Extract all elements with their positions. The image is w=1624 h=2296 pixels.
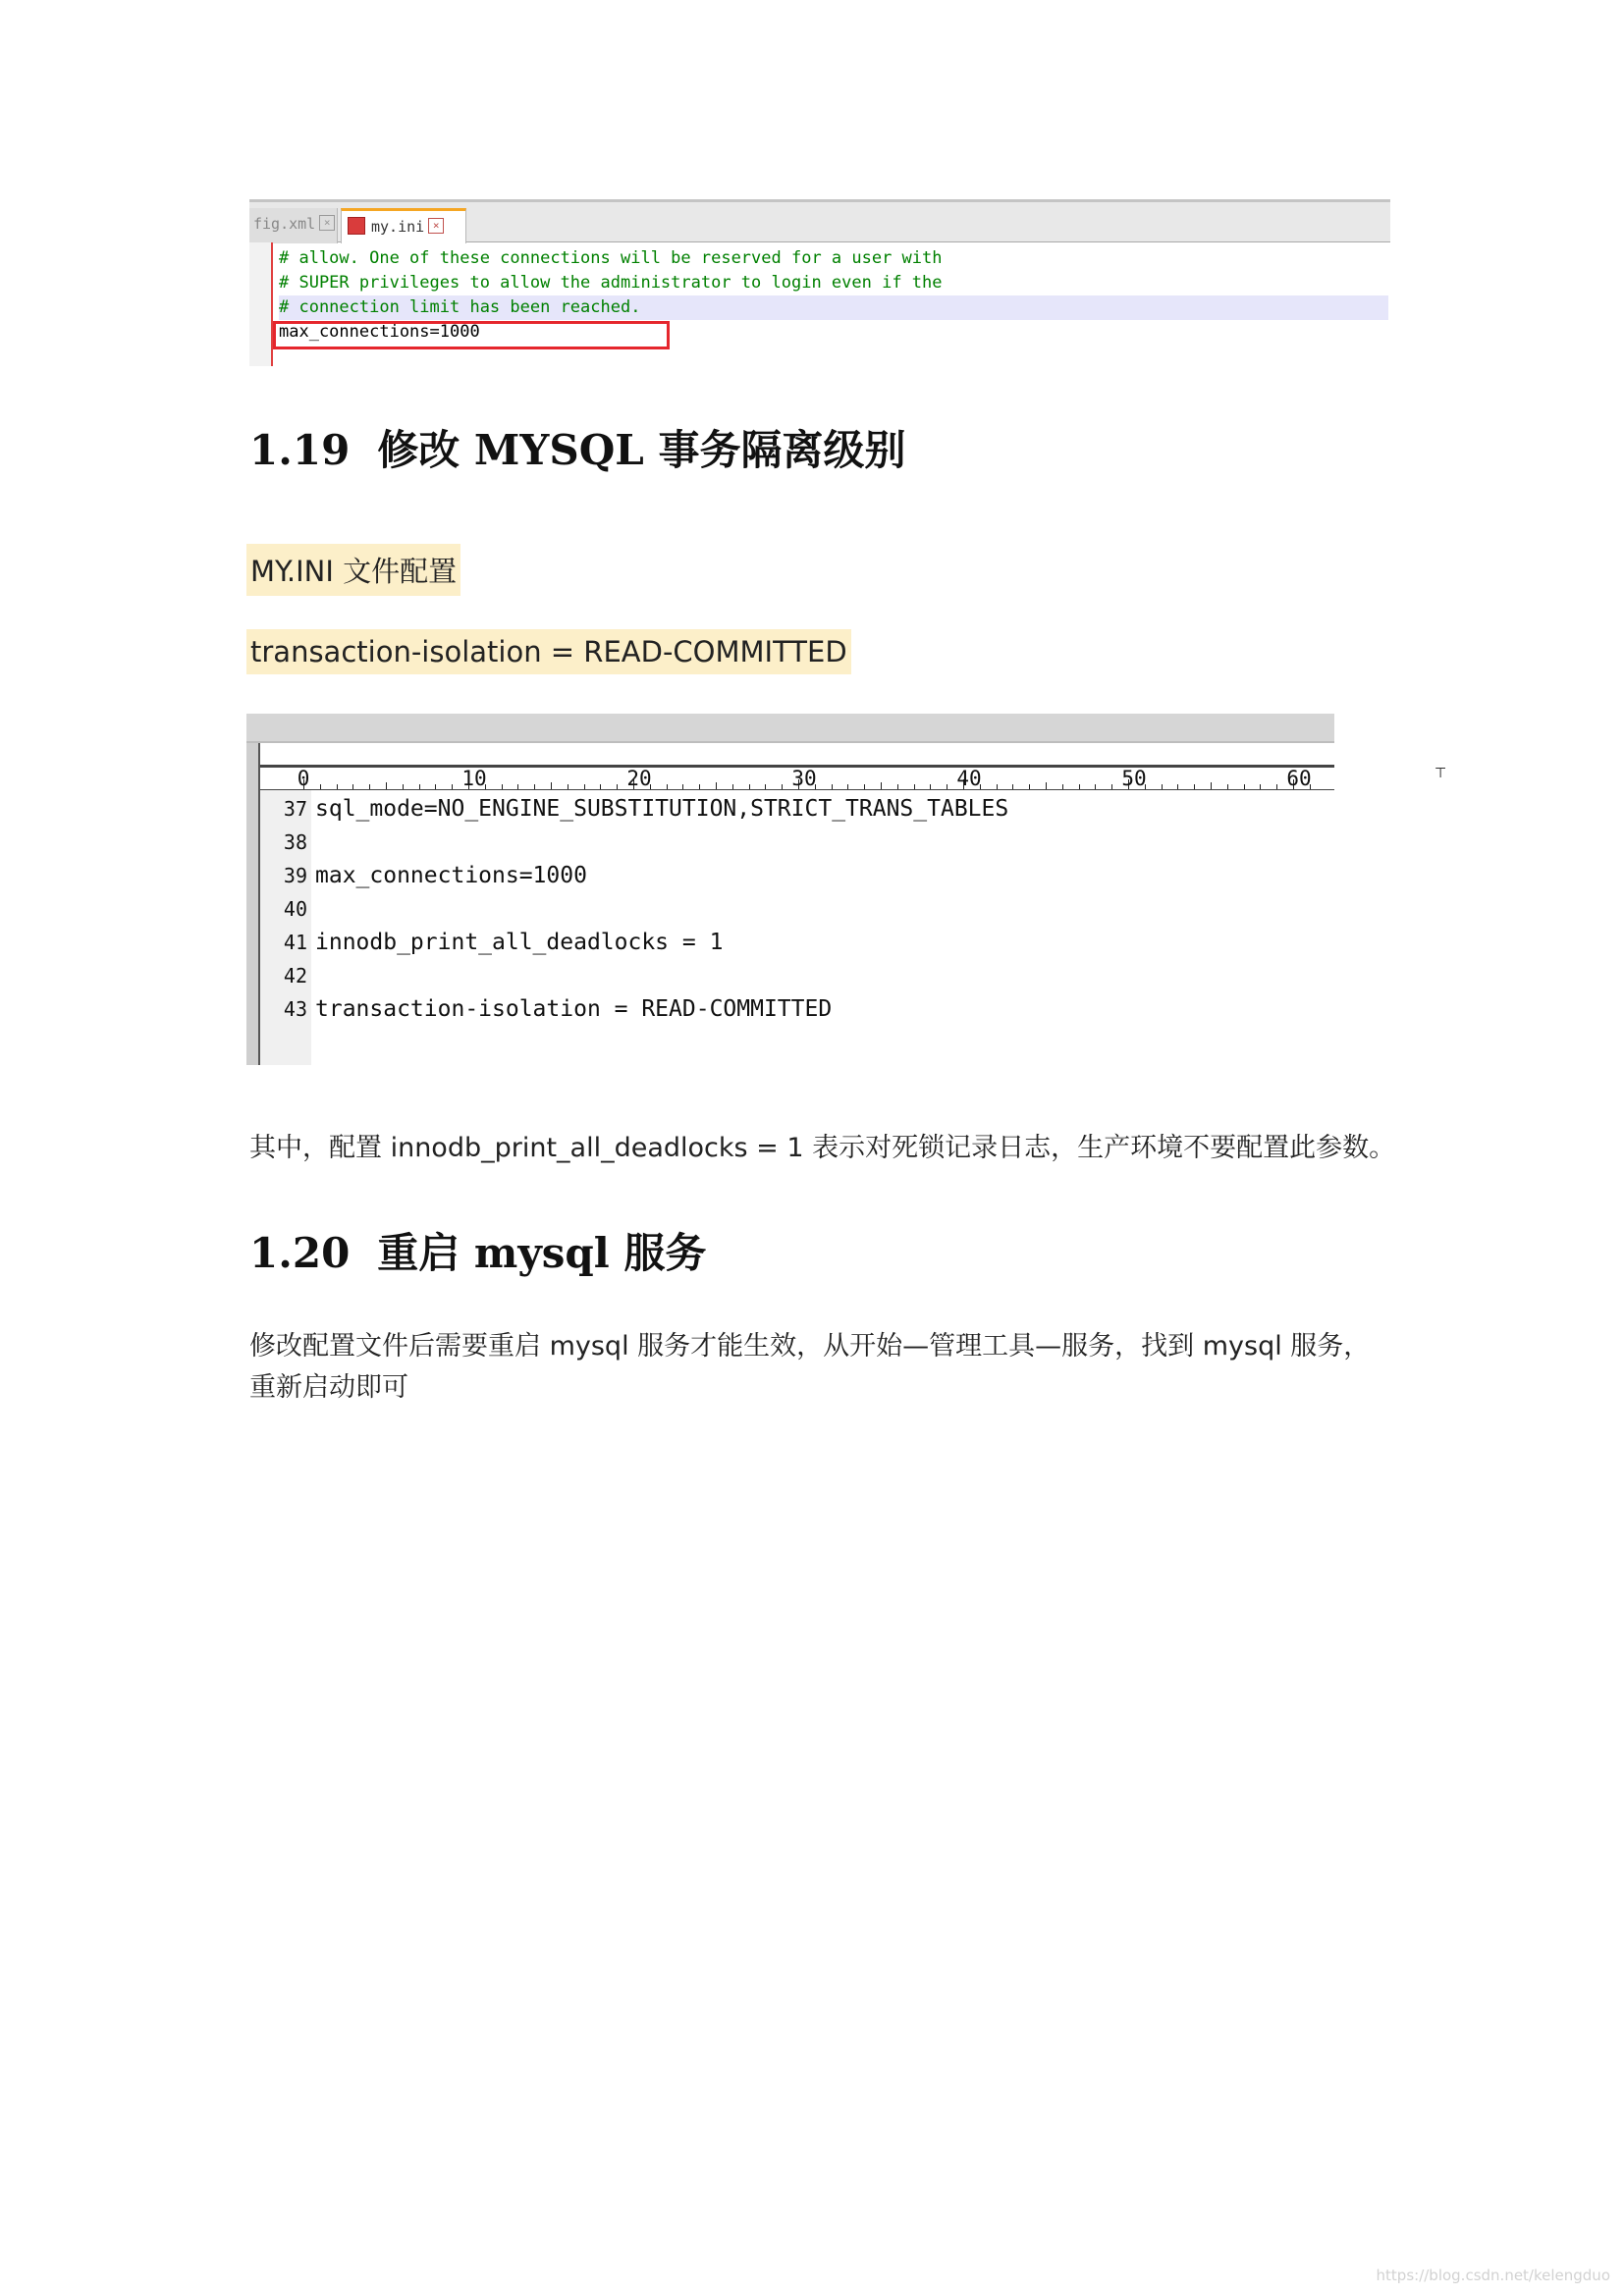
- ruler-tick: [534, 784, 535, 789]
- tab-label: my.ini: [371, 218, 425, 236]
- ruler-tick: [732, 784, 733, 789]
- ruler-tick: [452, 784, 453, 789]
- line-number: 42: [283, 964, 307, 988]
- highlight-text-myini: MY.INI 文件配置: [246, 544, 460, 596]
- ruler-tick: [337, 784, 338, 789]
- ruler-tick: [1079, 784, 1080, 789]
- highlight-box: [273, 321, 670, 349]
- section-title: 重启 mysql 服务: [377, 1229, 707, 1277]
- ruler-tick: [765, 784, 766, 789]
- ruler-tick: [1227, 784, 1228, 789]
- editor-gutter: [249, 242, 273, 366]
- line-number: 43: [283, 997, 307, 1021]
- ruler-tick: [1162, 784, 1163, 789]
- section-heading-1-19: [249, 418, 905, 477]
- ruler-tick: [1244, 784, 1245, 789]
- code-text: transaction-isolation = READ-COMMITTED: [315, 996, 833, 1022]
- ruler-tick: [832, 784, 833, 789]
- line-number: 40: [283, 897, 307, 921]
- save-icon: [348, 217, 365, 235]
- ruler-tick: [419, 784, 420, 789]
- highlight-text-isolation: transaction-isolation = READ-COMMITTED: [246, 629, 851, 674]
- code-row: [260, 992, 832, 1026]
- close-icon[interactable]: ×: [428, 218, 444, 234]
- ruler-tick: [897, 784, 898, 789]
- ruler-tick: [847, 784, 848, 789]
- ruler-tick: [386, 782, 387, 789]
- ruler-tick: [1062, 784, 1063, 789]
- section-heading-1-20: [249, 1221, 706, 1280]
- ruler-label: 60: [1286, 767, 1312, 790]
- code-line: # SUPER privileges to allow the administrator to login even if the: [279, 273, 943, 293]
- code-row: [260, 826, 315, 859]
- code-text: sql_mode=NO_ENGINE_SUBSTITUTION,STRICT_TRANS_TABLES: [315, 796, 1009, 822]
- caret-marker-icon: ⊤: [1435, 766, 1447, 781]
- ruler-tick: [997, 784, 998, 789]
- ruler-tick: [600, 784, 601, 789]
- column-ruler: [260, 765, 1447, 790]
- code-text: max_connections=1000: [315, 863, 587, 888]
- code-text: innodb_print_all_deadlocks = 1: [315, 930, 724, 955]
- ruler-tick: [617, 784, 618, 789]
- ruler-tick: [1276, 784, 1277, 789]
- editor-screenshot-myini: [249, 199, 1390, 366]
- section-number: 1.19: [249, 426, 351, 474]
- ruler-label: 40: [956, 767, 982, 790]
- watermark: https://blog.csdn.net/kelengduo: [1376, 2267, 1610, 2284]
- code-row: [260, 892, 315, 926]
- ruler-tick: [699, 784, 700, 789]
- line-number: 38: [283, 830, 307, 854]
- ruler-tick: [1111, 784, 1112, 789]
- ruler-tick: [1211, 782, 1212, 789]
- ruler-tick: [1260, 784, 1261, 789]
- section-title: 修改 MYSQL 事务隔离级别: [377, 426, 906, 474]
- ruler-tick: [1012, 784, 1013, 789]
- ruler-label: 20: [626, 767, 652, 790]
- ruler-tick: [1095, 784, 1096, 789]
- editor-toolbar: [246, 714, 1334, 743]
- ruler-tick: [682, 784, 683, 789]
- ruler-tick: [1046, 782, 1047, 789]
- ruler-tick: [716, 782, 717, 789]
- ruler-tick: [1194, 784, 1195, 789]
- ruler-tick: [930, 784, 931, 789]
- line-number: 37: [283, 797, 307, 821]
- ruler-label: 50: [1121, 767, 1147, 790]
- ruler-tick: [667, 784, 668, 789]
- ruler-tick: [782, 784, 783, 789]
- code-row: [260, 926, 723, 959]
- editor-screenshot-config: [246, 714, 1447, 1065]
- ruler-tick: [517, 784, 518, 789]
- paragraph-restart-line2: 重新启动即可: [249, 1372, 408, 1403]
- line-number: 39: [283, 864, 307, 887]
- ruler-tick: [1029, 784, 1030, 789]
- ruler-label: 10: [461, 767, 487, 790]
- tab-label: fig.xml: [253, 215, 316, 233]
- ruler-tick: [749, 784, 750, 789]
- editor-tab-bar: [249, 199, 1390, 242]
- ruler-tick: [1177, 784, 1178, 789]
- line-number: 41: [283, 931, 307, 954]
- ruler-tick: [369, 784, 370, 789]
- code-row: [260, 959, 315, 992]
- ruler-label: 0: [297, 767, 310, 790]
- close-icon[interactable]: ×: [319, 215, 335, 231]
- ruler-tick: [914, 784, 915, 789]
- ruler-tick: [584, 784, 585, 789]
- ruler-label: 30: [791, 767, 817, 790]
- ruler-tick: [502, 784, 503, 789]
- editor-left-border: [246, 743, 260, 1065]
- section-number: 1.20: [249, 1229, 351, 1277]
- ruler-tick: [403, 784, 404, 789]
- ruler-tick: [881, 782, 882, 789]
- ruler-tick: [435, 784, 436, 789]
- ruler-tick: [320, 784, 321, 789]
- tab-fig-xml[interactable]: [249, 208, 338, 243]
- code-row: [260, 859, 587, 892]
- ruler-tick: [352, 784, 353, 789]
- code-line: # allow. One of these connections will be reserved for a user with: [279, 248, 943, 268]
- tab-my-ini[interactable]: [341, 208, 466, 243]
- ruler-tick: [551, 782, 552, 789]
- code-row: [260, 792, 1008, 826]
- paragraph-restart-line1: 修改配置文件后需要重启 mysql 服务才能生效，从开始—管理工具—服务，找到 mysql 服务，: [249, 1331, 1371, 1362]
- ruler-tick: [864, 784, 865, 789]
- paragraph-deadlocks: 其中，配置 innodb_print_all_deadlocks = 1 表示对死锁记录日志，生产环境不要配置此参数。: [249, 1133, 1396, 1163]
- code-line: # connection limit has been reached.: [279, 295, 1388, 320]
- code-line: max_connections=1000: [279, 322, 480, 342]
